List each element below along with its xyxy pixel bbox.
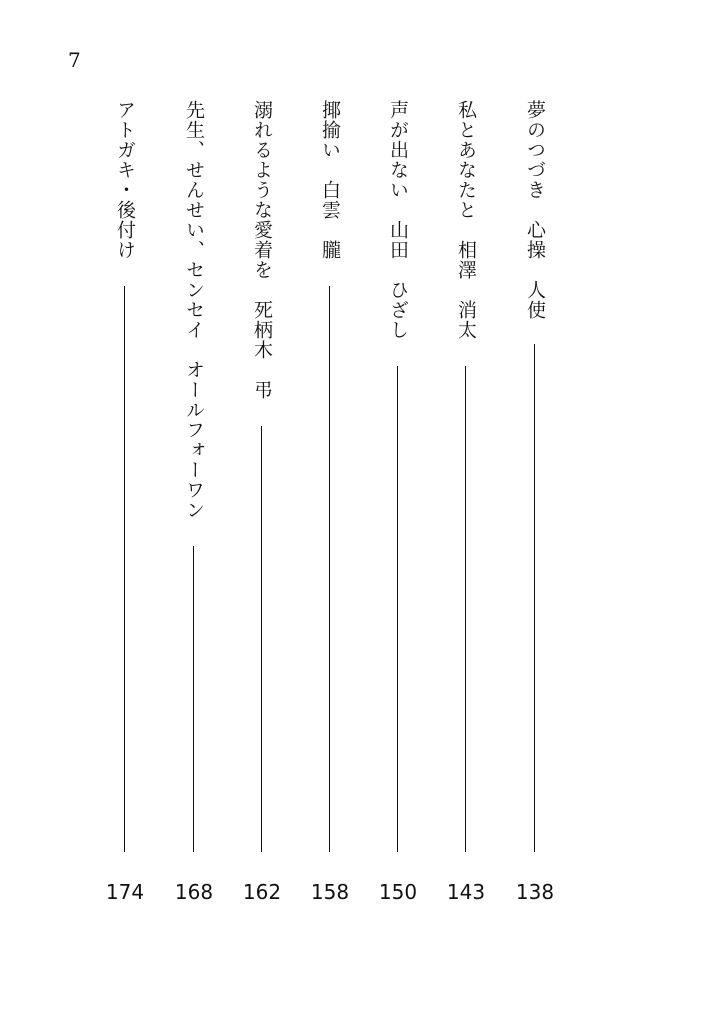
page-number: 7 (68, 48, 81, 72)
leader-line (534, 344, 535, 852)
leader-line (329, 286, 330, 852)
toc-entry-page: 174 (105, 880, 145, 904)
toc-entry[interactable] (310, 100, 350, 910)
toc-entry-page: 138 (515, 880, 555, 904)
toc-entry[interactable] (174, 100, 214, 910)
toc-entry-page: 143 (446, 880, 486, 904)
toc-entry-title: 先生、せんせい、センセイ オールフォーワン (183, 100, 205, 520)
toc-entry[interactable] (242, 100, 282, 910)
toc-entry-page: 150 (378, 880, 418, 904)
toc-entry-title: アトガキ・後付け (114, 100, 136, 260)
toc-entry-title: 夢のつづき 心操 人使 (524, 100, 546, 320)
leader-line (124, 286, 125, 852)
leader-line (261, 426, 262, 852)
toc-entry[interactable] (378, 100, 418, 910)
toc-entry[interactable] (515, 100, 555, 910)
toc-entry-title: 溺れるような愛着を 死柄木 弔 (251, 100, 273, 400)
toc-entry[interactable] (105, 100, 145, 910)
toc-entry-page: 168 (174, 880, 214, 904)
toc-entry-title: 私とあなたと 相澤 消太 (455, 100, 477, 340)
toc-entry-title: 声が出ない 山田 ひざし (387, 100, 409, 340)
toc-entry-title: 揶揄い 白雲 朧 (319, 100, 341, 260)
leader-line (465, 366, 466, 852)
leader-line (397, 366, 398, 852)
leader-line (193, 546, 194, 852)
toc-entry-page: 158 (310, 880, 350, 904)
toc-entry-page: 162 (242, 880, 282, 904)
toc-entry[interactable] (446, 100, 486, 910)
